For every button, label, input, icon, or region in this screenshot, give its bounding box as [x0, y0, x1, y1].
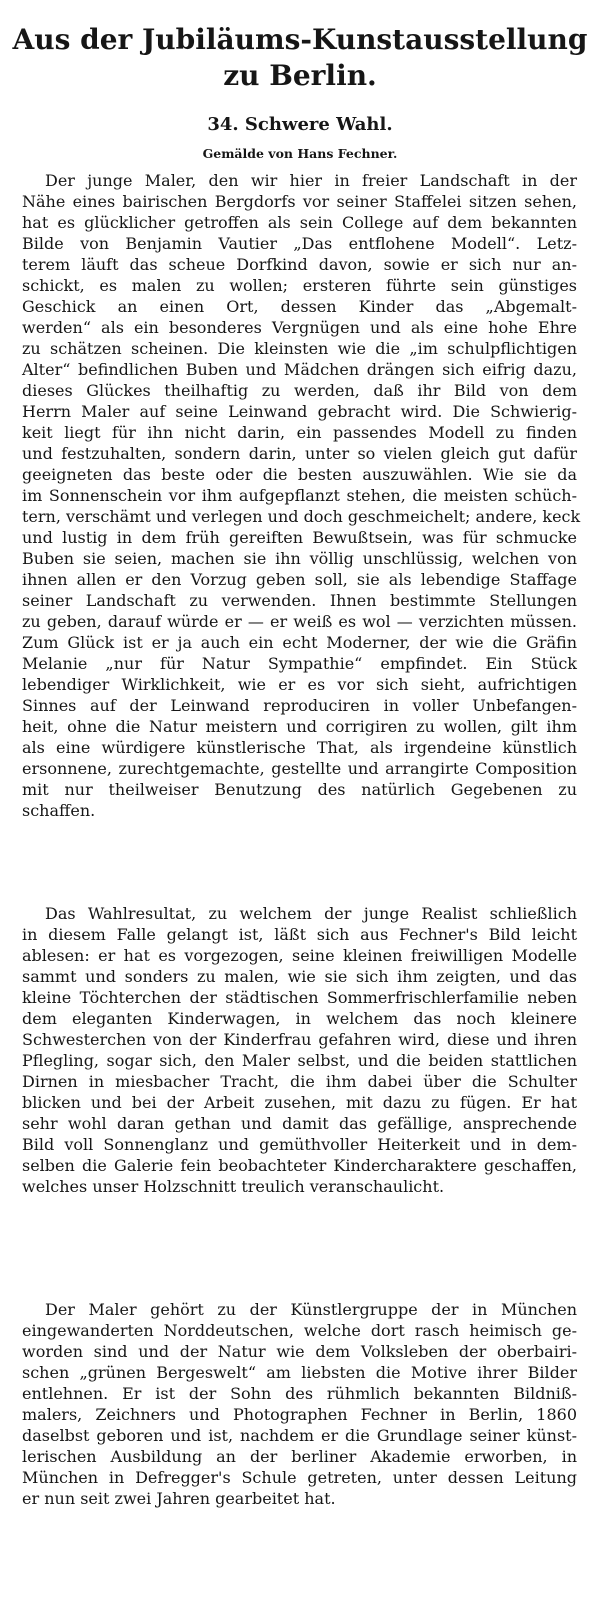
text-line: Bild voll Sonnenglanz und gemüthvoller Heiterkeit und in dem-: [22, 1135, 577, 1154]
text-line: malers, Zeichners und Photographen Fechner in Berlin, 1860: [22, 1405, 577, 1424]
text-line: dieses Glückes theilhaftig zu werden, daß ihr Bild von dem: [22, 381, 577, 400]
text-line: Das Wahlresultat, zu welchem der junge Realist schließlich: [45, 904, 577, 923]
text-line: Dirnen in miesbacher Tracht, die ihm dabei über die Schulter: [22, 1072, 577, 1091]
text-line: Melanie „nur für Natur Sympathie“ empfindet. Ein Stück: [22, 654, 577, 673]
text-line: er nun seit zwei Jahren gearbeitet hat.: [22, 1489, 336, 1508]
text-line: ersonnene, zurechtgemachte, gestellte und arrangirte Composition: [22, 759, 577, 778]
text-line: blicken und bei der Arbeit zusehen, mit dazu zu fügen. Er hat: [22, 1093, 577, 1112]
text-line: Zum Glück ist er ja auch ein echt Moderner, der wie die Gräfin: [22, 633, 577, 652]
text-line: entlehnen. Er ist der Sohn des rühmlich bekannten Bildniß-: [22, 1384, 577, 1403]
text-line: heit, ohne die Natur meistern und corrigiren zu wollen, gilt ihm: [22, 717, 577, 736]
text-line: Nähe eines bairischen Bergdorfs vor seiner Staffelei sitzen sehen,: [22, 192, 577, 211]
text-line: ablesen: er hat es vorgezogen, seine kleinen freiwilligen Modelle: [22, 946, 577, 965]
text-line: tern, verschämt und verlegen und doch geschmeichelt; andere, keck: [22, 507, 581, 526]
text-line: Buben sie seien, machen sie ihn völlig unschlüssig, welchen von: [22, 549, 577, 568]
text-line: zu schätzen scheinen. Die kleinsten wie die „im schulpflichtigen: [22, 339, 577, 358]
text-line: welches unser Holzschnitt treulich veranschaulicht.: [22, 1177, 445, 1196]
article-title-line-2: zu Berlin.: [223, 59, 377, 92]
text-line: in diesem Falle gelangt ist, läßt sich aus Fechner's Bild leicht: [22, 925, 577, 944]
text-line: ihnen allen er den Vorzug geben soll, sie als lebendige Staffage: [22, 570, 577, 589]
text-line: im Sonnenschein vor ihm aufgepflanzt stehen, die meisten schüch-: [22, 486, 577, 505]
text-line: Bilde von Benjamin Vautier „Das entflohene Modell“. Letz-: [22, 234, 577, 253]
text-line: hat es glücklicher getroffen als sein College auf dem bekannten: [22, 213, 577, 232]
text-line: schen „grünen Bergeswelt“ am liebsten die Motive ihrer Bilder: [22, 1363, 577, 1382]
text-line: mit nur theilweiser Benutzung des natürlich Gegebenen zu: [22, 780, 577, 799]
text-line: Sinnes auf der Leinwand reproduciren in voller Unbefangen-: [22, 696, 577, 715]
section-heading: 34. Schwere Wahl.: [207, 114, 393, 135]
text-line: daselbst geboren und ist, nachdem er die Grundlage seiner künst-: [22, 1426, 577, 1445]
text-line: schickt, es malen zu wollen; ersteren führte sein günstiges: [22, 276, 577, 295]
text-line: lebendiger Wirklichkeit, wie er es vor sich sieht, aufrichtigen: [22, 675, 577, 694]
text-line: selben die Galerie fein beobachteter Kindercharaktere geschaffen,: [22, 1156, 577, 1175]
text-line: kleine Töchterchen der städtischen Sommerfrischlerfamilie neben: [22, 988, 577, 1007]
text-line: Der junge Maler, den wir hier in freier Landschaft in der: [45, 171, 577, 190]
text-line: schaffen.: [22, 801, 96, 820]
text-line: Geschick an einen Ort, dessen Kinder das „Abgemalt-: [22, 297, 577, 316]
text-line: als eine würdigere künstlerische That, als irgendeine künstlich: [22, 738, 577, 757]
text-line: sehr wohl daran gethan und damit das gefällige, ansprechende: [22, 1114, 577, 1133]
byline: Gemälde von Hans Fechner.: [202, 146, 398, 161]
text-line: geeigneten das beste oder die besten auszuwählen. Wie sie da: [22, 465, 577, 484]
text-line: seiner Landschaft zu verwenden. Ihnen bestimmte Stellungen: [22, 591, 577, 610]
text-line: Schwesterchen von der Kinderfrau gefahren wird, diese und ihren: [22, 1030, 577, 1049]
text-line: sammt und sonders zu malen, wie sie sich ihm zeigten, und das: [22, 967, 577, 986]
text-line: München in Defregger's Schule getreten, unter dessen Leitung: [22, 1468, 577, 1487]
text-line: zu geben, darauf würde er — er weiß es wol — verzichten müssen.: [22, 612, 577, 631]
text-line: worden sind und der Natur wie dem Volksleben der oberbairi-: [22, 1342, 577, 1361]
text-line: Der Maler gehört zu der Künstlergruppe der in München: [45, 1300, 577, 1319]
text-line: Alter“ befindlichen Buben und Mädchen drängen sich eifrig dazu,: [22, 360, 577, 379]
text-line: werden“ als ein besonderes Vergnügen und als eine hohe Ehre: [22, 318, 577, 337]
text-line: eingewanderten Norddeutschen, welche dort rasch heimisch ge-: [22, 1321, 577, 1340]
text-line: und festzuhalten, sondern darin, unter so vielen gleich gut dafür: [22, 444, 577, 463]
text-line: dem eleganten Kinderwagen, in welchem das noch kleinere: [22, 1009, 577, 1028]
article-title-line-1: Aus der Jubiläums-Kunstausstellung: [12, 23, 588, 56]
text-line: Herrn Maler auf seine Leinwand gebracht wird. Die Schwierig-: [22, 402, 577, 421]
text-line: lerischen Ausbildung an der berliner Akademie erworben, in: [22, 1447, 577, 1466]
text-line: Pflegling, sogar sich, den Maler selbst, und die beiden stattlichen: [22, 1051, 577, 1070]
text-line: terem läuft das scheue Dorfkind davon, sowie er sich nur an-: [22, 255, 577, 274]
text-line: und lustig in dem früh gereiften Bewußtsein, was für schmucke: [22, 528, 577, 547]
text-line: keit liegt für ihn nicht darin, ein passendes Modell zu finden: [22, 423, 577, 442]
